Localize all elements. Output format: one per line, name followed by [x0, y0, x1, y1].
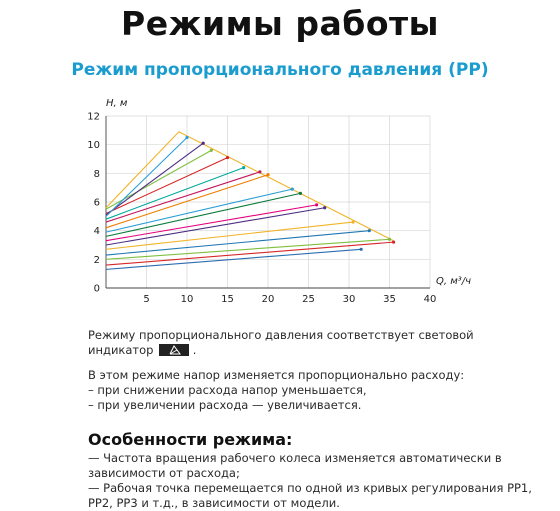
envelope-curve	[106, 132, 394, 241]
paragraph-indicator	[88, 328, 474, 358]
page-title: Режимы работы	[121, 4, 439, 43]
y-tick-label-5: 10	[87, 140, 100, 152]
behavior-line2: – при снижении расхода напор уменьшается,	[88, 383, 367, 397]
y-tick-label-6: 12	[87, 111, 100, 123]
features-line4: PP2, PP3 и т.д., в зависимости от модели.	[88, 496, 340, 510]
x-tick-label-6: 35	[383, 294, 396, 305]
pp-chart	[80, 92, 472, 317]
series-endpoint-13	[210, 149, 213, 152]
x-tick-label-0: 5	[143, 294, 150, 305]
series-endpoint-1	[392, 241, 395, 244]
y-tick-label-2: 4	[93, 226, 100, 238]
y-axis-label: H, м	[106, 98, 128, 109]
series-line-11	[106, 168, 244, 220]
paragraph-behavior	[88, 368, 464, 413]
series-line-5	[106, 208, 325, 245]
series-endpoint-0	[360, 248, 363, 251]
indicator-badge	[159, 344, 189, 356]
x-tick-label-5: 30	[342, 294, 356, 305]
x-tick-label-1: 10	[180, 294, 194, 305]
x-tick-label-2: 15	[221, 294, 234, 305]
series-endpoint-6	[315, 203, 318, 206]
x-axis-label: Q, м³/ч	[436, 276, 472, 287]
y-tick-label-3: 6	[93, 197, 100, 209]
y-tick-label-0: 0	[93, 283, 100, 295]
indicator-label: индикатор	[88, 343, 154, 357]
proportional-pressure-icon	[169, 345, 181, 355]
indicator-period: .	[192, 343, 197, 357]
x-tick-label-7: 40	[423, 294, 437, 305]
behavior-line1: В этом режиме напор изменяется пропорционально расходу:	[88, 368, 465, 382]
x-tick-label-3: 20	[261, 294, 275, 305]
y-tick-label-4: 8	[93, 168, 100, 180]
paragraph-indicator-line1: Режиму пропорционального давления соответствует световой	[88, 328, 474, 342]
series-endpoint-14	[202, 142, 205, 145]
series-line-6	[106, 205, 317, 241]
series-endpoint-10	[258, 170, 261, 173]
features-line3: — Рабочая точка перемещается по одной из кривых регулирования PP1,	[88, 481, 532, 495]
series-endpoint-11	[242, 166, 245, 169]
features-line1: — Частота вращения рабочего колеса изменяется автоматически в	[88, 451, 502, 465]
paragraph-features	[88, 451, 532, 511]
y-tick-label-1: 2	[93, 254, 100, 266]
series-endpoint-5	[323, 206, 326, 209]
series-line-8	[106, 189, 292, 232]
series-endpoint-8	[291, 188, 294, 191]
series-endpoint-7	[299, 192, 302, 195]
features-line2: зависимости от расхода;	[88, 466, 240, 480]
x-tick-label-4: 25	[302, 294, 315, 305]
series-line-1	[106, 242, 394, 265]
series-line-12	[106, 158, 228, 214]
series-endpoint-4	[351, 220, 354, 223]
series-endpoint-2	[388, 238, 391, 241]
section-title: Особенности режима:	[88, 430, 293, 449]
series-endpoint-12	[226, 156, 229, 159]
behavior-line3: – при увеличении расхода — увеличивается.	[88, 398, 362, 412]
series-line-14	[106, 143, 203, 215]
series-endpoint-15	[185, 136, 188, 139]
series-endpoint-3	[368, 229, 371, 232]
paragraph-indicator-line2	[88, 343, 474, 358]
series-endpoint-9	[266, 173, 269, 176]
page-subtitle: Режим пропорционального давления (PP)	[71, 60, 489, 80]
